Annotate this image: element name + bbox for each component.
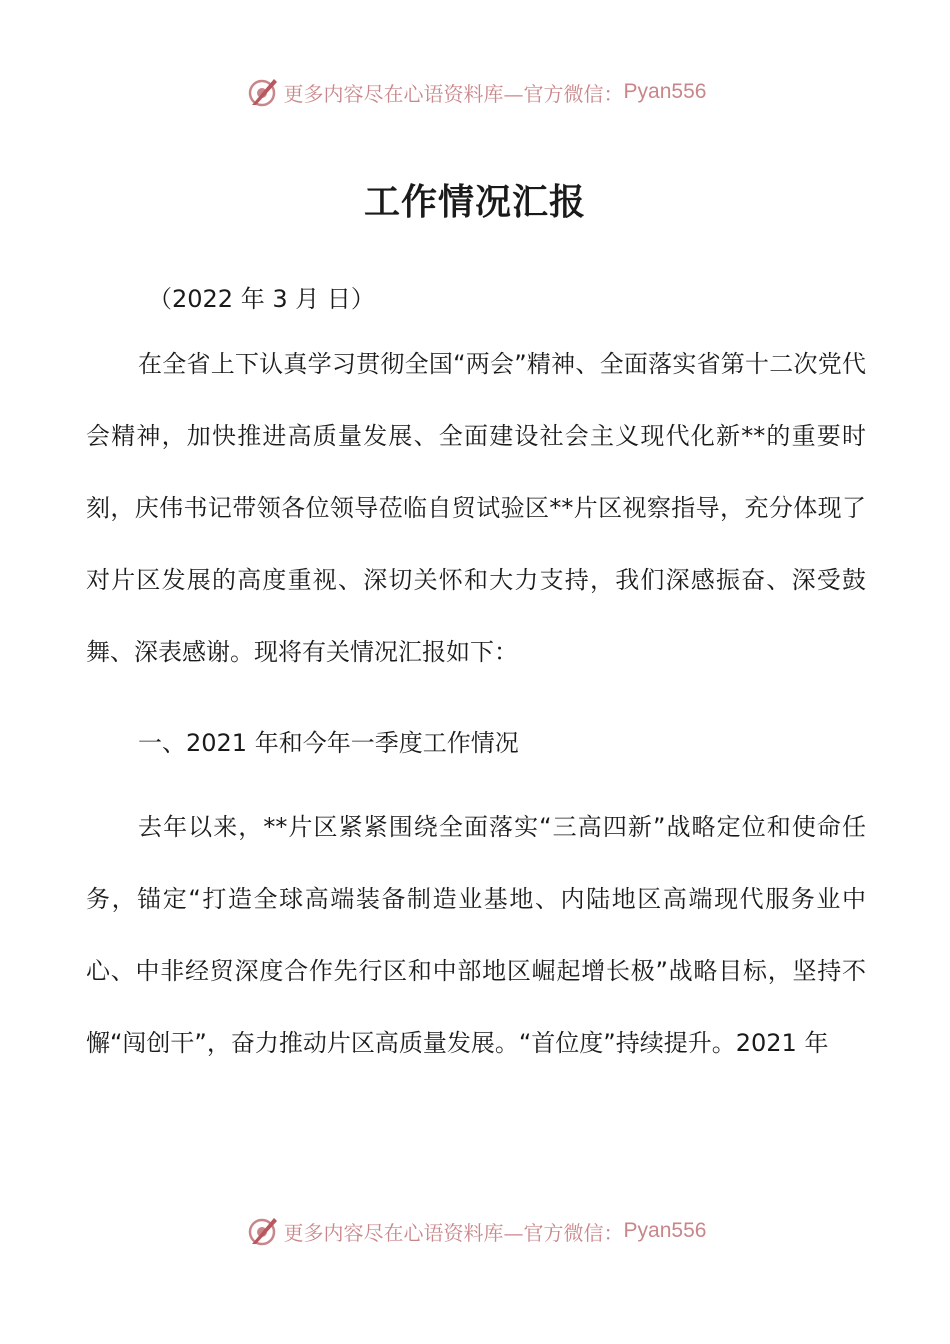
quill-logo-icon: [244, 1213, 280, 1249]
document-date: （2022 年 3 月 日）: [148, 285, 375, 313]
paragraph-body: 去年以来，**片区紧紧围绕全面落实“三高四新”战略定位和使命任务，锚定“打造全球高端装备制造业基地、内陆地区高端现代服务业中心、中非经贸深度合作先行区和中部地区崛起增长极”战略目标，坚持不懈“闯创干”，奋力推动片区高质量发展。“首位度”持续提升。2021 年: [86, 813, 866, 1057]
watermark-text: 更多内容尽在心语资料库—官方微信：: [283, 1220, 624, 1245]
header-watermark: [0, 70, 950, 114]
quill-logo-icon: [244, 74, 280, 110]
watermark-wechat-id: Pyan556: [623, 80, 707, 103]
section-heading: 一、2021 年和今年一季度工作情况: [138, 729, 519, 757]
watermark-wechat-id: Pyan556: [623, 1219, 707, 1242]
paragraph-intro: 在全省上下认真学习贯彻全国“两会”精神、全面落实省第十二次党代会精神，加快推进高质量发展、全面建设社会主义现代化新**的重要时刻，庆伟书记带领各位领导莅临自贸试验区**片区视察指导，充分体现了对片区发展的高度重视、深切关怀和大力支持，我们深感振奋、深受鼓舞、深表感谢。现将有关情况汇报如下：: [86, 350, 866, 666]
watermark-text: 更多内容尽在心语资料库—官方微信：: [283, 81, 624, 106]
document-title: 工作情况汇报: [363, 182, 586, 223]
footer-watermark: [0, 1209, 950, 1253]
